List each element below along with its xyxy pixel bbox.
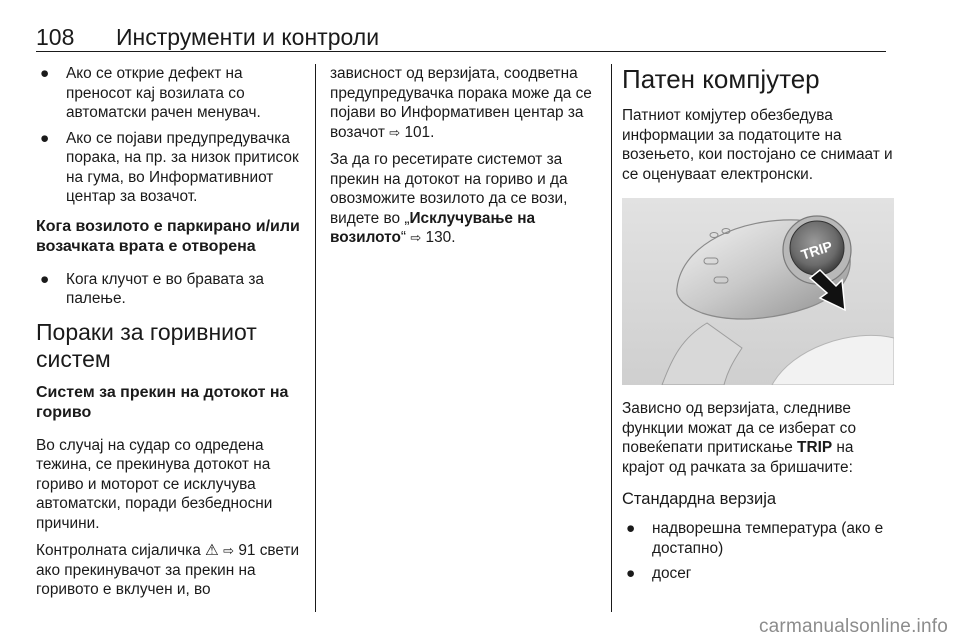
section-title-fuel-system: Пораки за горивниот систем	[36, 318, 257, 372]
page-header	[0, 0, 960, 52]
heading-parked: Кога возилото е паркирано и/или возачката врата е отворена	[36, 217, 300, 255]
paragraph-text: Зависно од верзијата, следниве функции можат да се изберат со повеќепати притискање	[622, 400, 857, 456]
bullet-list-top	[36, 64, 304, 207]
column-divider-2	[611, 64, 612, 612]
watermark: carmanualsonline.info	[758, 616, 948, 637]
list-item	[622, 519, 894, 558]
trip-button-arrow-illustration-icon	[622, 198, 894, 385]
section-title-trip-computer: Патен компјутер	[622, 64, 820, 94]
trip-keyword: TRIP	[797, 439, 833, 456]
paragraph-text: За да го ресетирате системот за прекин на дотокот на гориво и да овозможите возилото да се вози, видете во „	[330, 151, 568, 227]
list-item-text: Кога клучот е во бравата за палење.	[66, 270, 264, 307]
paragraph-text: свети ако прекинувачот за прекин на горивото е вклучен и, во	[36, 542, 300, 598]
column-2	[330, 64, 602, 248]
list-item-text: Ако се открие дефект на преносот кај возилата со автоматски рачен менувач.	[66, 65, 261, 121]
subheading-standard-version: Стандардна верзија	[622, 490, 777, 508]
list-item-text: досег	[652, 565, 692, 582]
list-item	[36, 129, 304, 207]
warning-icon: ⚠	[205, 542, 219, 559]
paragraph-fuel-cutoff: Во случај на судар со одредена тежина, се прекинува дотокот на гориво и моторот се исклучува автоматски, поради безбедносни причини.	[36, 436, 273, 532]
bullet-list-parked	[36, 270, 304, 309]
list-item	[36, 64, 304, 123]
trip-button-label: TRIP	[798, 237, 835, 263]
page-ref-arrow-icon: ⇨	[223, 543, 235, 558]
page-ref-arrow-icon: ⇨	[410, 230, 422, 245]
bullet-icon: ●	[40, 270, 50, 288]
bullet-icon: ●	[40, 129, 50, 147]
list-item	[622, 564, 894, 584]
trip-button-illustration	[622, 198, 894, 385]
bullet-icon: ●	[40, 65, 50, 82]
page-ref-link[interactable]: 101.	[404, 123, 435, 141]
list-item-text: надворешна температура (ако е достапно)	[652, 520, 884, 557]
paragraph-text: Контролната сијаличка	[36, 542, 201, 559]
bullet-icon: ●	[626, 520, 636, 537]
paragraph-text: “	[400, 229, 407, 246]
paragraph-warning-lamp	[36, 541, 304, 600]
page-ref-link[interactable]: 91	[238, 542, 256, 559]
column-3	[622, 64, 894, 590]
running-title: Инструменти и контроли	[116, 24, 380, 50]
header-rule	[36, 51, 886, 52]
bullet-list-standard	[622, 519, 894, 584]
list-item-text: Ако се појави предупредувачка порака, на пр. за низок притисок на гума, во Информативниот центар за возачот.	[66, 129, 299, 205]
paragraph-intro: Патниот комјутер обезбедува информации за податоците на возењето, кои постојано се снимаат и се оценуваат електронски.	[622, 107, 893, 183]
paragraph-reset	[330, 150, 602, 248]
paragraph-text: на крајот од рачката за бришачите:	[622, 439, 854, 476]
paragraph-functions	[622, 399, 894, 477]
paragraph-continued	[330, 64, 602, 142]
column-divider-1	[315, 64, 316, 612]
bullet-icon: ●	[626, 565, 636, 582]
page-ref-arrow-icon: ⇨	[389, 124, 401, 140]
subheading-fuel-cutoff: Систем за прекин на дотокот на гориво	[36, 383, 289, 421]
cross-reference-title[interactable]: Исклучување на возилото	[330, 209, 536, 246]
column-1	[36, 64, 304, 600]
page-number: 108	[36, 24, 75, 50]
page-ref-link[interactable]: 130.	[425, 229, 456, 246]
list-item	[36, 270, 304, 309]
paragraph-text: зависност од верзијата, соодветна предупредувачка порака може да се појави во Информативен центар за возачот	[330, 65, 592, 141]
